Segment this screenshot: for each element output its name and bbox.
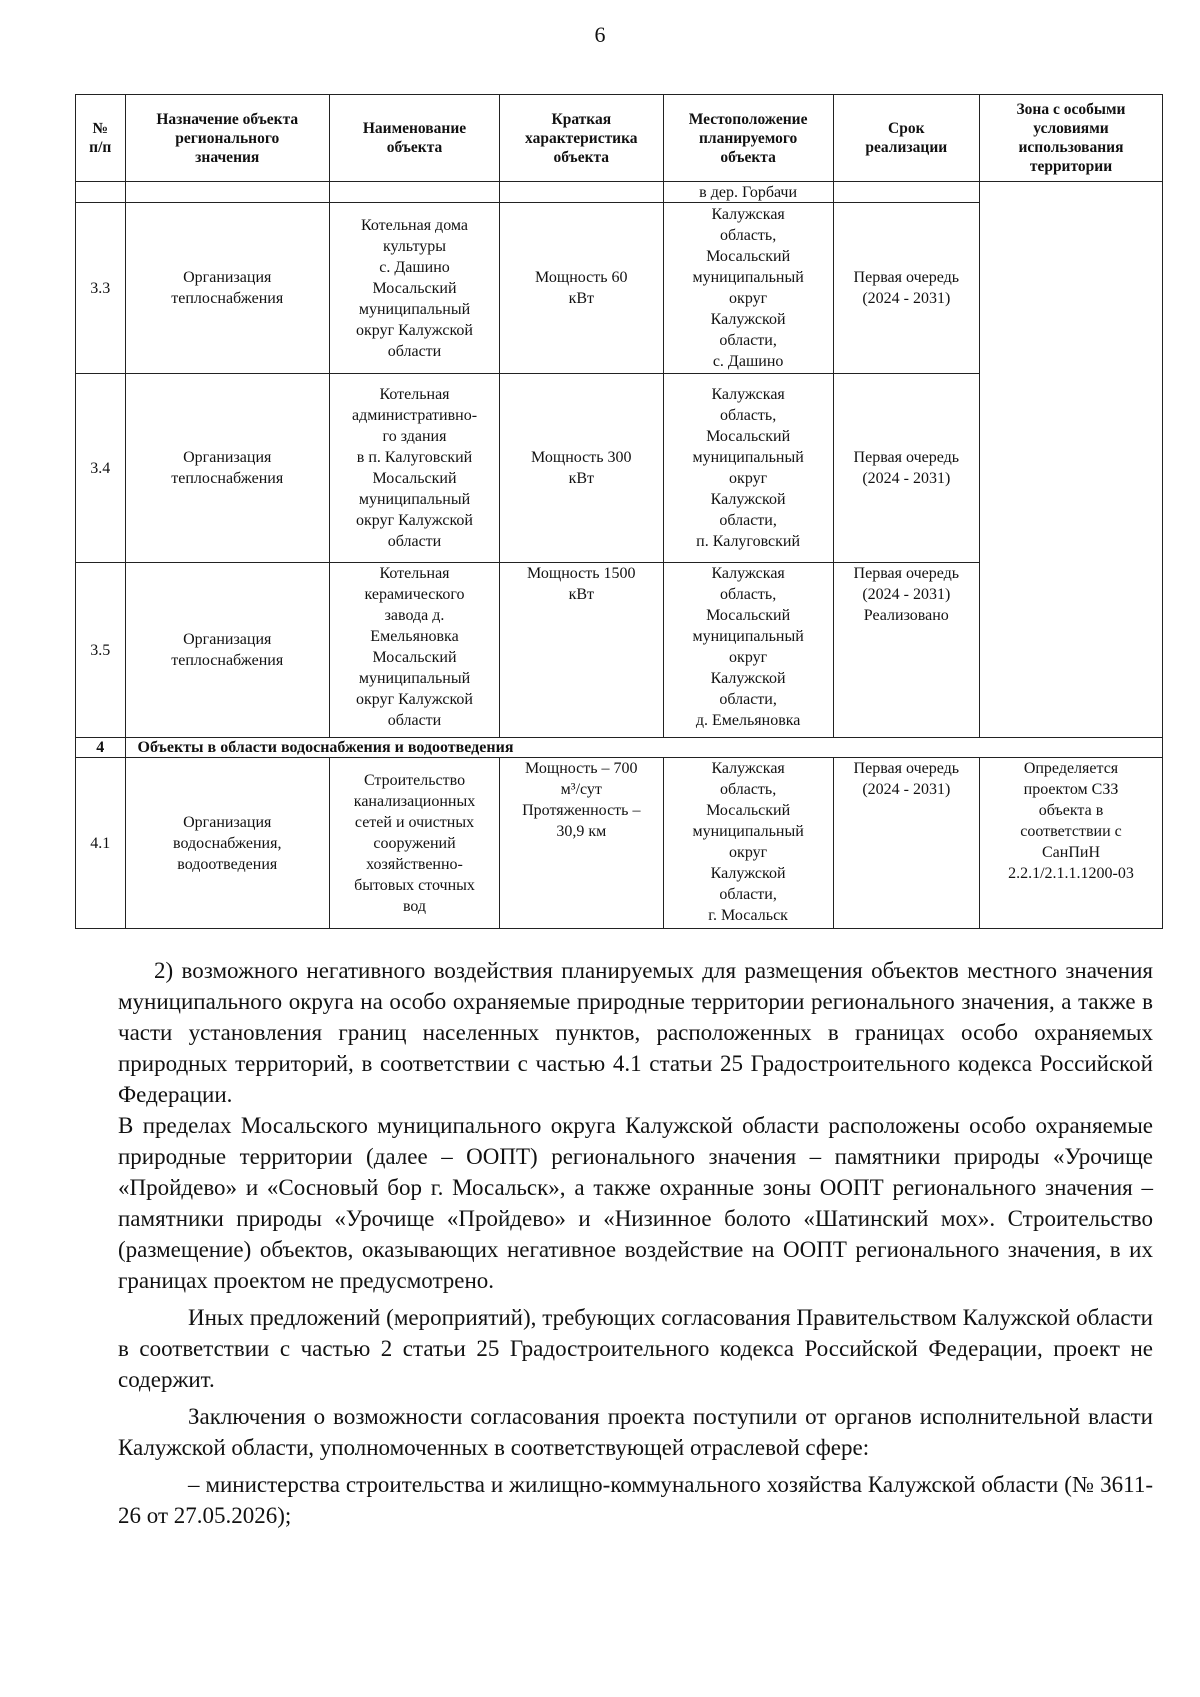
cell-name: Котельная керамического завода д. Емельяновка Мосальский муниципальный округ Калужской области <box>329 563 499 738</box>
header-name: Наименование объекта <box>329 95 499 182</box>
cell-num: 4.1 <box>76 758 126 929</box>
cell-zone: Определяется проектом СЗЗ объекта в соответствии с СанПиН 2.2.1/2.1.1.1200-03 <box>979 758 1162 929</box>
paragraph-oopt: В пределах Мосальского муниципального округа Калужской области расположены особо охраняемые природные территории (далее – ООПТ) регионального значения – памятники природы «Урочище «Пройдево» и «Сосновый бор г. Мосальск», а также охранные зоны ООПТ регионального значения – памятники природы «Урочище «Пройдево» и «Низинное болото «Шатинский мох». Строительство (размещение) объектов, оказывающих негативное воздействие на ООПТ регионального значения, в их границах проектом не предусмотрено. <box>118 1113 1153 1293</box>
paragraph-conclusions: Заключения о возможности согласования проекта поступили от органов исполнительной власти Калужской области, уполномоченных в соответствующей отраслевой сфере: <box>118 1404 1153 1460</box>
paragraph-ministry: – министерства строительства и жилищно-коммунального хозяйства Калужской области (№ 3611-26 от 27.05.2026); <box>118 1472 1153 1528</box>
paragraph-other-proposals: Иных предложений (мероприятий), требующих согласования Правительством Калужской области в соответствии с частью 2 статьи 25 Градостроительного кодекса Российской Федерации, проект не содержит. <box>118 1305 1153 1392</box>
header-purpose: Назначение объекта регионального значения <box>125 95 329 182</box>
cell-purpose: Организация теплоснабжения <box>125 203 329 374</box>
table-section-row <box>76 738 1163 758</box>
page-number: 6 <box>594 22 606 47</box>
cell-purpose: Организация теплоснабжения <box>125 374 329 563</box>
cell-term: Первая очередь (2024 - 2031) <box>833 758 979 929</box>
cell-zone-empty <box>979 182 1162 738</box>
cell-characteristic: Мощность 300 кВт <box>500 374 664 563</box>
cell-location: Калужская область, Мосальский муниципальный округ Калужской области, г. Мосальск <box>663 758 833 929</box>
body-text <box>118 955 1153 1531</box>
header-num: № п/п <box>76 95 126 182</box>
cell-name: Котельная дома культуры с. Дашино Мосальский муниципальный округ Калужской области <box>329 203 499 374</box>
cell-purpose: Организация водоснабжения, водоотведения <box>125 758 329 929</box>
cell-purpose: Организация теплоснабжения <box>125 563 329 738</box>
cell-name: Строительство канализационных сетей и очистных сооружений хозяйственно- бытовых сточных вод <box>329 758 499 929</box>
cell-num: 3.4 <box>76 374 126 563</box>
section-num: 4 <box>76 738 126 758</box>
cell-characteristic: Мощность 60 кВт <box>500 203 664 374</box>
table-header-row <box>76 95 1163 182</box>
cell-location: Калужская область, Мосальский муниципальный округ Калужской области, д. Емельяновка <box>663 563 833 738</box>
cell-term: Первая очередь (2024 - 2031) <box>833 203 979 374</box>
cell-location: в дер. Горбачи <box>663 182 833 203</box>
cell-num: 3.5 <box>76 563 126 738</box>
cell-location: Калужская область, Мосальский муниципальный округ Калужской области, с. Дашино <box>663 203 833 374</box>
table-row-continuation <box>76 182 1163 203</box>
regional-objects-table <box>75 94 1163 929</box>
cell-characteristic: Мощность – 700 м³/сут Протяженность – 30,9 км <box>500 758 664 929</box>
cell-characteristic: Мощность 1500 кВт <box>500 563 664 738</box>
cell-name: Котельная административно- го здания в п. Калуговский Мосальский муниципальный округ Калужской области <box>329 374 499 563</box>
cell-term: Первая очередь (2024 - 2031) <box>833 374 979 563</box>
paragraph-item-2: 2) возможного негативного воздействия планируемых для размещения объектов местного значения муниципального округа на особо охраняемые природные территории регионального значения, а также в части установления границ населенных пунктов, расположенных в границах особо охраняемых природных территорий, в соответствии с частью 4.1 статьи 25 Градостроительного кодекса Российской Федерации. <box>118 958 1153 1107</box>
cell-term: Первая очередь (2024 - 2031) Реализовано <box>833 563 979 738</box>
header-term: Срок реализации <box>833 95 979 182</box>
cell-num: 3.3 <box>76 203 126 374</box>
header-characteristic: Краткая характеристика объекта <box>500 95 664 182</box>
section-title: Объекты в области водоснабжения и водоотведения <box>125 738 1163 758</box>
header-zone: Зона с особыми условиями использования территории <box>979 95 1162 182</box>
cell-location: Калужская область, Мосальский муниципальный округ Калужской области, п. Калуговский <box>663 374 833 563</box>
table-row <box>76 758 1163 929</box>
header-location: Местоположение планируемого объекта <box>663 95 833 182</box>
